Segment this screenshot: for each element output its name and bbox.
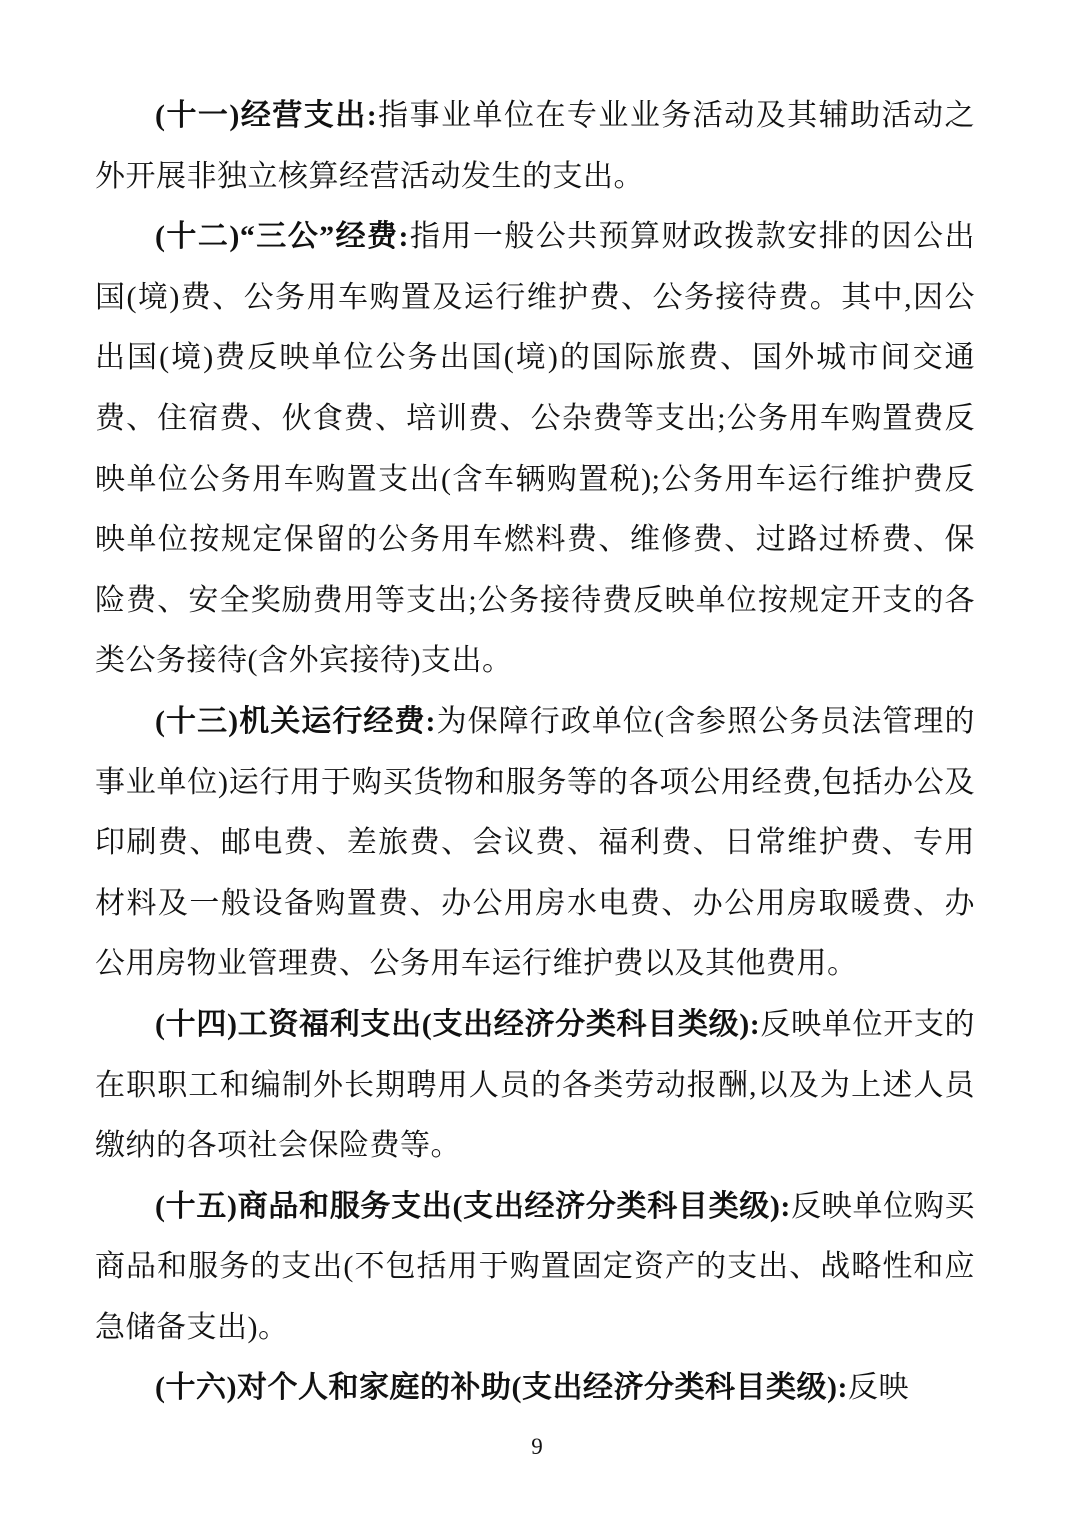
paragraph-body: 指用一般公共预算财政拨款安排的因公出国(境)费、公务用车购置及运行维护费、公务接待费。其中,因公出国(境)费反映单位公务出国(境)的国际旅费、国外城市间交通费、住宿费、伙食费、培训费、公杂费等支出;公务用车购置费反映单位公务用车购置支出(含车辆购置税);公务用车运行维护费反映单位按规定保留的公务用车燃料费、维修费、过路过桥费、保险费、安全奖励费用等支出;公务接待费反映单位按规定开支的各类公务接待(含外宾接待)支出。 [95,220,975,678]
paragraph-body: 反映 [847,1371,909,1405]
paragraph-lead: (十三)机关运行经费: [155,704,437,738]
document-body [95,86,975,1419]
paragraph-item-14 [95,995,975,1177]
page-number: 9 [531,1434,543,1459]
paragraph-body: 为保障行政单位(含参照公务员法管理的事业单位)运行用于购买货物和服务等的各项公用经费,包括办公及印刷费、邮电费、差旅费、会议费、福利费、日常维护费、专用材料及一般设备购置费、办公用房水电费、办公用房取暖费、办公用房物业管理费、公务用车运行维护费以及其他费用。 [95,704,975,981]
paragraph-item-16 [95,1358,975,1419]
paragraph-lead: (十六)对个人和家庭的补助(支出经济分类科目类级): [155,1371,848,1405]
paragraph-item-15 [95,1177,975,1359]
paragraph-item-12 [95,207,975,692]
paragraph-lead: (十五)商品和服务支出(支出经济分类科目类级): [155,1189,791,1223]
paragraph-body: 反映单位购买商品和服务的支出(不包括用于购置固定资产的支出、战略性和应急储备支出)。 [95,1189,976,1344]
paragraph-item-13 [95,692,975,995]
paragraph-lead: (十一)经营支出: [155,99,378,132]
paragraph-lead: (十四)工资福利支出(支出经济分类科目类级): [155,1007,761,1041]
paragraph-item-11 [95,86,975,207]
paragraph-body: 反映单位开支的在职职工和编制外长期聘用人员的各类劳动报酬,以及为上述人员缴纳的各项社会保险费等。 [95,1007,976,1163]
paragraph-lead: (十二)“三公”经费: [155,220,409,254]
paragraph-body: 指事业单位在专业业务活动及其辅助活动之外开展非独立核算经营活动发生的支出。 [95,99,975,193]
